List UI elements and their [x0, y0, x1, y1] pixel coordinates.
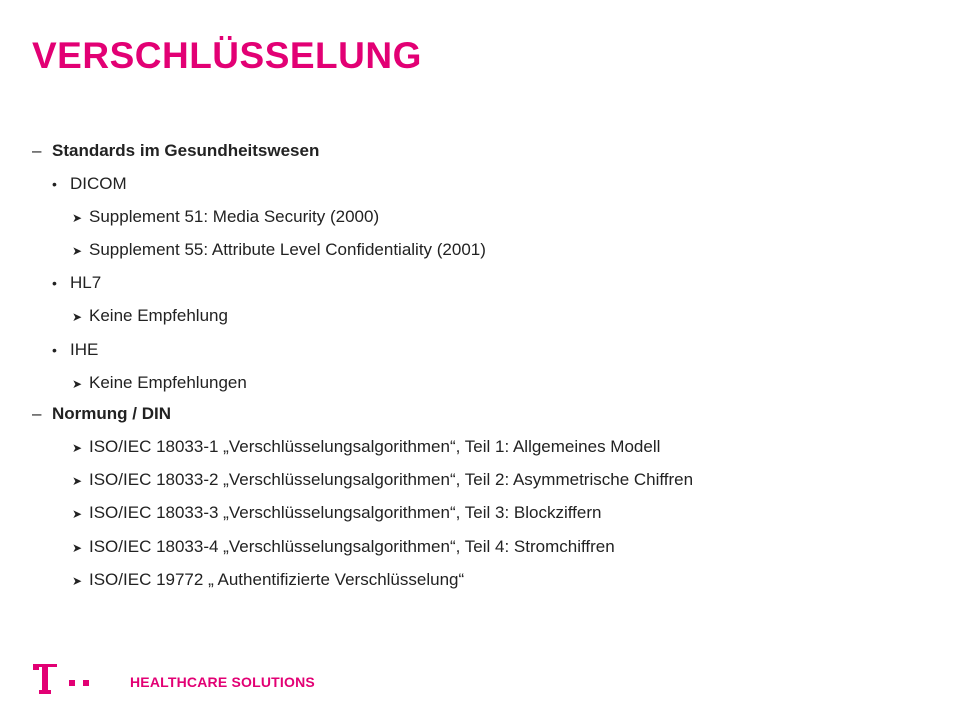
list-item-text: ISO/IEC 18033-1 „Verschlüsselungsalgorithmen“, Teil 1: Allgemeines Modell: [89, 437, 661, 456]
bullet-marker: •: [52, 342, 57, 358]
list-item-text: ISO/IEC 19772 „ Authentifizierte Verschlüsselung“: [89, 570, 465, 589]
list-item-text: Standards im Gesundheitswesen: [52, 141, 320, 160]
arrow-bullet-icon: ➤: [72, 211, 83, 225]
bullet-marker: •: [52, 275, 57, 291]
list-item: [52, 171, 127, 197]
list-item-text: DICOM: [70, 174, 127, 193]
dash-marker: –: [32, 141, 42, 160]
list-item: [72, 567, 464, 593]
arrow-bullet-icon: ➤: [72, 507, 83, 521]
bullet-marker: •: [52, 176, 57, 192]
list-item-text: Normung / DIN: [52, 404, 171, 423]
list-item: [72, 467, 693, 493]
list-item-text: HL7: [70, 273, 102, 292]
slide-title: VERSCHLÜSSELUNG: [32, 35, 422, 76]
list-item: [72, 534, 615, 560]
list-item: [32, 401, 171, 427]
list-item-text: Keine Empfehlungen: [89, 373, 247, 392]
list-item-text: Supplement 55: Attribute Level Confidentiality (2001): [89, 240, 486, 259]
list-item: [52, 337, 98, 363]
list-item: [72, 500, 601, 526]
brand-text: HEALTHCARE SOLUTIONS: [130, 674, 315, 690]
list-item-text: Supplement 51: Media Security (2000): [89, 207, 380, 226]
list-item: [32, 138, 319, 164]
list-item: [52, 270, 101, 296]
list-item: [72, 204, 379, 230]
telekom-t-logo-icon: [33, 664, 97, 701]
arrow-bullet-icon: ➤: [72, 541, 83, 555]
list-item-text: ISO/IEC 18033-2 „Verschlüsselungsalgorithmen“, Teil 2: Asymmetrische Chiffren: [89, 470, 694, 489]
arrow-bullet-icon: ➤: [72, 377, 83, 391]
list-item: [72, 434, 660, 460]
arrow-bullet-icon: ➤: [72, 574, 83, 588]
list-item-text: ISO/IEC 18033-3 „Verschlüsselungsalgorithmen“, Teil 3: Blockziffern: [89, 503, 602, 522]
dash-marker: –: [32, 404, 42, 423]
arrow-bullet-icon: ➤: [72, 310, 83, 324]
list-item-text: IHE: [70, 340, 99, 359]
list-item: [72, 237, 486, 263]
arrow-bullet-icon: ➤: [72, 244, 83, 258]
arrow-bullet-icon: ➤: [72, 474, 83, 488]
list-item: [72, 370, 247, 396]
list-item: [72, 303, 228, 329]
arrow-bullet-icon: ➤: [72, 441, 83, 455]
list-item-text: ISO/IEC 18033-4 „Verschlüsselungsalgorithmen“, Teil 4: Stromchiffren: [89, 537, 615, 556]
list-item-text: Keine Empfehlung: [89, 306, 228, 325]
